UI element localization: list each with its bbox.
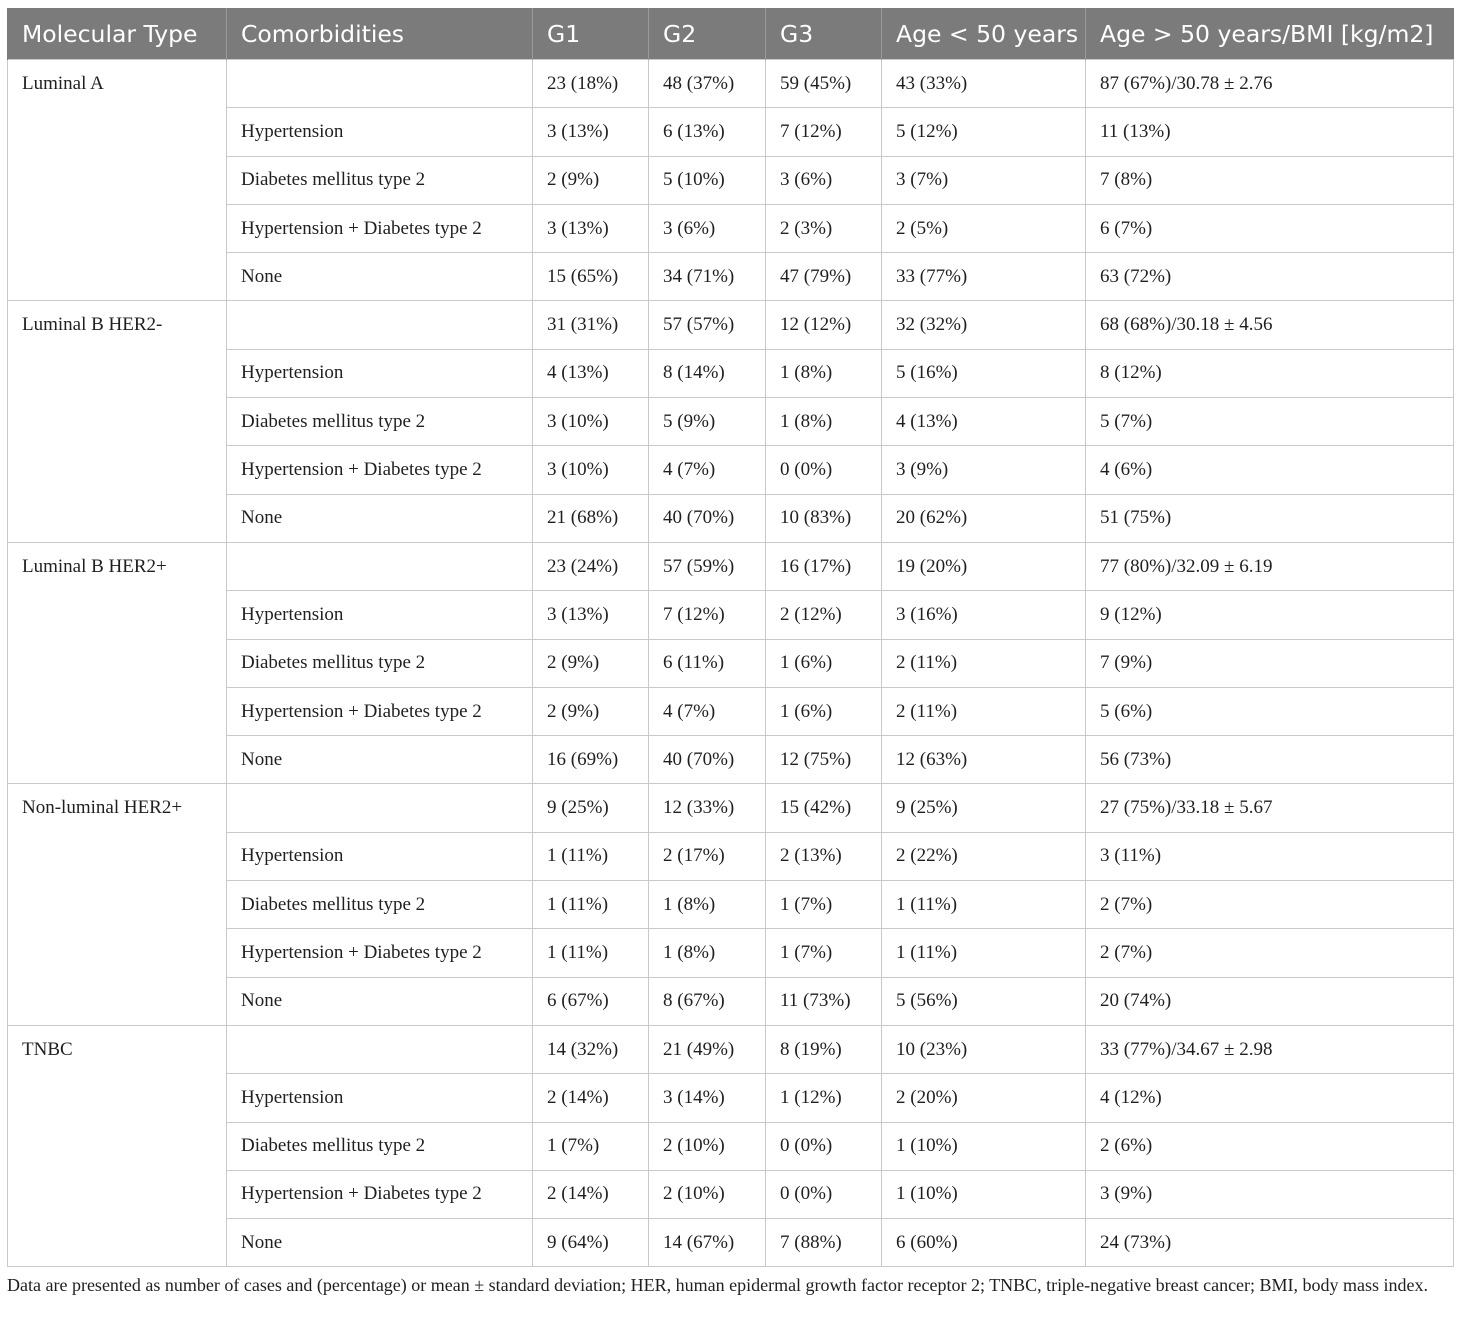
value-cell: 7 (12%) <box>649 591 766 639</box>
value-cell: 77 (80%)/32.09 ± 6.19 <box>1086 542 1454 590</box>
value-cell: 3 (6%) <box>649 204 766 252</box>
value-cell: 3 (9%) <box>882 446 1086 494</box>
value-cell: 21 (49%) <box>649 1025 766 1073</box>
comorbidity-cell <box>227 301 533 349</box>
value-cell: 40 (70%) <box>649 494 766 542</box>
header-molecular-type: Molecular Type <box>8 8 227 60</box>
value-cell: 5 (6%) <box>1086 687 1454 735</box>
value-cell: 5 (9%) <box>649 398 766 446</box>
comorbidity-cell: Diabetes mellitus type 2 <box>227 881 533 929</box>
comorbidity-cell: Hypertension <box>227 108 533 156</box>
value-cell: 3 (13%) <box>533 204 649 252</box>
value-cell: 1 (8%) <box>649 881 766 929</box>
value-cell: 31 (31%) <box>533 301 649 349</box>
value-cell: 2 (9%) <box>533 156 649 204</box>
value-cell: 0 (0%) <box>766 446 882 494</box>
value-cell: 15 (42%) <box>766 784 882 832</box>
value-cell: 57 (57%) <box>649 301 766 349</box>
value-cell: 23 (24%) <box>533 542 649 590</box>
header-age-under-50: Age < 50 years <box>882 8 1086 60</box>
value-cell: 5 (10%) <box>649 156 766 204</box>
value-cell: 3 (7%) <box>882 156 1086 204</box>
comorbidity-cell: Hypertension <box>227 349 533 397</box>
value-cell: 6 (7%) <box>1086 204 1454 252</box>
comorbidity-cell: Hypertension + Diabetes type 2 <box>227 1170 533 1218</box>
value-cell: 2 (7%) <box>1086 881 1454 929</box>
header-g2: G2 <box>649 8 766 60</box>
value-cell: 1 (6%) <box>766 687 882 735</box>
value-cell: 2 (10%) <box>649 1122 766 1170</box>
value-cell: 16 (69%) <box>533 736 649 784</box>
comorbidity-cell: Hypertension <box>227 832 533 880</box>
value-cell: 3 (9%) <box>1086 1170 1454 1218</box>
table-row <box>8 301 1454 349</box>
value-cell: 2 (20%) <box>882 1074 1086 1122</box>
value-cell: 1 (7%) <box>766 929 882 977</box>
value-cell: 1 (8%) <box>766 349 882 397</box>
comorbidity-cell: Hypertension <box>227 591 533 639</box>
value-cell: 9 (12%) <box>1086 591 1454 639</box>
comorbidity-cell: Hypertension + Diabetes type 2 <box>227 929 533 977</box>
value-cell: 56 (73%) <box>1086 736 1454 784</box>
value-cell: 3 (16%) <box>882 591 1086 639</box>
value-cell: 63 (72%) <box>1086 253 1454 301</box>
value-cell: 6 (60%) <box>882 1219 1086 1267</box>
table-row <box>8 542 1454 590</box>
molecular-type-cell: Luminal A <box>8 60 227 301</box>
value-cell: 4 (13%) <box>533 349 649 397</box>
value-cell: 1 (8%) <box>766 398 882 446</box>
value-cell: 2 (6%) <box>1086 1122 1454 1170</box>
comorbidity-cell <box>227 60 533 108</box>
comorbidity-cell: Hypertension + Diabetes type 2 <box>227 687 533 735</box>
value-cell: 9 (64%) <box>533 1219 649 1267</box>
comorbidity-cell <box>227 784 533 832</box>
table-header-row <box>8 8 1454 60</box>
value-cell: 1 (11%) <box>533 929 649 977</box>
value-cell: 11 (73%) <box>766 977 882 1025</box>
value-cell: 48 (37%) <box>649 60 766 108</box>
value-cell: 57 (59%) <box>649 542 766 590</box>
value-cell: 27 (75%)/33.18 ± 5.67 <box>1086 784 1454 832</box>
value-cell: 11 (13%) <box>1086 108 1454 156</box>
data-table-container <box>7 8 1453 1267</box>
value-cell: 40 (70%) <box>649 736 766 784</box>
value-cell: 10 (83%) <box>766 494 882 542</box>
value-cell: 5 (56%) <box>882 977 1086 1025</box>
table-row <box>8 1025 1454 1073</box>
comorbidity-cell <box>227 1025 533 1073</box>
comorbidity-cell: None <box>227 1219 533 1267</box>
value-cell: 1 (8%) <box>649 929 766 977</box>
value-cell: 8 (12%) <box>1086 349 1454 397</box>
value-cell: 2 (13%) <box>766 832 882 880</box>
value-cell: 20 (62%) <box>882 494 1086 542</box>
comorbidity-cell: None <box>227 977 533 1025</box>
value-cell: 9 (25%) <box>533 784 649 832</box>
value-cell: 14 (67%) <box>649 1219 766 1267</box>
comorbidity-cell: Hypertension + Diabetes type 2 <box>227 204 533 252</box>
value-cell: 3 (13%) <box>533 591 649 639</box>
value-cell: 2 (11%) <box>882 639 1086 687</box>
comorbidity-cell: None <box>227 494 533 542</box>
value-cell: 3 (10%) <box>533 446 649 494</box>
value-cell: 2 (9%) <box>533 639 649 687</box>
value-cell: 1 (10%) <box>882 1170 1086 1218</box>
value-cell: 10 (23%) <box>882 1025 1086 1073</box>
value-cell: 68 (68%)/30.18 ± 4.56 <box>1086 301 1454 349</box>
value-cell: 12 (75%) <box>766 736 882 784</box>
value-cell: 7 (88%) <box>766 1219 882 1267</box>
table-footnote: Data are presented as number of cases and (percentage) or mean ± standard deviation; HER, human epidermal growth factor receptor 2; TNBC, triple-negative breast cancer; BMI, body mass index. <box>7 1275 1429 1295</box>
value-cell: 1 (7%) <box>533 1122 649 1170</box>
comorbidity-cell: Hypertension <box>227 1074 533 1122</box>
comorbidities-table <box>7 8 1454 1267</box>
value-cell: 3 (6%) <box>766 156 882 204</box>
table-row <box>8 60 1454 108</box>
value-cell: 15 (65%) <box>533 253 649 301</box>
value-cell: 51 (75%) <box>1086 494 1454 542</box>
value-cell: 2 (14%) <box>533 1170 649 1218</box>
comorbidity-cell: None <box>227 253 533 301</box>
value-cell: 1 (11%) <box>882 881 1086 929</box>
value-cell: 2 (7%) <box>1086 929 1454 977</box>
comorbidity-cell: Hypertension + Diabetes type 2 <box>227 446 533 494</box>
value-cell: 3 (10%) <box>533 398 649 446</box>
header-age-over-50-bmi: Age > 50 years/BMI [kg/m2] <box>1086 8 1454 60</box>
value-cell: 2 (9%) <box>533 687 649 735</box>
table-body <box>8 60 1454 1267</box>
value-cell: 2 (3%) <box>766 204 882 252</box>
value-cell: 2 (12%) <box>766 591 882 639</box>
value-cell: 1 (11%) <box>882 929 1086 977</box>
value-cell: 12 (12%) <box>766 301 882 349</box>
value-cell: 4 (6%) <box>1086 446 1454 494</box>
value-cell: 8 (14%) <box>649 349 766 397</box>
value-cell: 59 (45%) <box>766 60 882 108</box>
value-cell: 2 (11%) <box>882 687 1086 735</box>
value-cell: 33 (77%)/34.67 ± 2.98 <box>1086 1025 1454 1073</box>
value-cell: 1 (11%) <box>533 832 649 880</box>
value-cell: 1 (6%) <box>766 639 882 687</box>
value-cell: 1 (12%) <box>766 1074 882 1122</box>
value-cell: 4 (7%) <box>649 687 766 735</box>
value-cell: 2 (5%) <box>882 204 1086 252</box>
value-cell: 5 (16%) <box>882 349 1086 397</box>
comorbidity-cell <box>227 542 533 590</box>
value-cell: 34 (71%) <box>649 253 766 301</box>
header-g1: G1 <box>533 8 649 60</box>
value-cell: 12 (63%) <box>882 736 1086 784</box>
value-cell: 0 (0%) <box>766 1122 882 1170</box>
value-cell: 6 (67%) <box>533 977 649 1025</box>
value-cell: 7 (12%) <box>766 108 882 156</box>
value-cell: 20 (74%) <box>1086 977 1454 1025</box>
molecular-type-cell: TNBC <box>8 1025 227 1266</box>
value-cell: 9 (25%) <box>882 784 1086 832</box>
value-cell: 23 (18%) <box>533 60 649 108</box>
value-cell: 19 (20%) <box>882 542 1086 590</box>
comorbidity-cell: Diabetes mellitus type 2 <box>227 639 533 687</box>
molecular-type-cell: Luminal B HER2+ <box>8 542 227 783</box>
value-cell: 2 (22%) <box>882 832 1086 880</box>
value-cell: 21 (68%) <box>533 494 649 542</box>
value-cell: 0 (0%) <box>766 1170 882 1218</box>
value-cell: 43 (33%) <box>882 60 1086 108</box>
value-cell: 1 (10%) <box>882 1122 1086 1170</box>
value-cell: 32 (32%) <box>882 301 1086 349</box>
value-cell: 3 (13%) <box>533 108 649 156</box>
value-cell: 8 (19%) <box>766 1025 882 1073</box>
value-cell: 2 (10%) <box>649 1170 766 1218</box>
value-cell: 16 (17%) <box>766 542 882 590</box>
comorbidity-cell: Diabetes mellitus type 2 <box>227 156 533 204</box>
value-cell: 3 (11%) <box>1086 832 1454 880</box>
value-cell: 4 (13%) <box>882 398 1086 446</box>
value-cell: 1 (7%) <box>766 881 882 929</box>
value-cell: 6 (11%) <box>649 639 766 687</box>
value-cell: 4 (12%) <box>1086 1074 1454 1122</box>
value-cell: 87 (67%)/30.78 ± 2.76 <box>1086 60 1454 108</box>
value-cell: 2 (17%) <box>649 832 766 880</box>
value-cell: 3 (14%) <box>649 1074 766 1122</box>
value-cell: 33 (77%) <box>882 253 1086 301</box>
value-cell: 1 (11%) <box>533 881 649 929</box>
value-cell: 12 (33%) <box>649 784 766 832</box>
value-cell: 24 (73%) <box>1086 1219 1454 1267</box>
value-cell: 4 (7%) <box>649 446 766 494</box>
comorbidity-cell: Diabetes mellitus type 2 <box>227 398 533 446</box>
value-cell: 14 (32%) <box>533 1025 649 1073</box>
value-cell: 7 (9%) <box>1086 639 1454 687</box>
value-cell: 5 (12%) <box>882 108 1086 156</box>
value-cell: 47 (79%) <box>766 253 882 301</box>
comorbidity-cell: None <box>227 736 533 784</box>
header-g3: G3 <box>766 8 882 60</box>
value-cell: 8 (67%) <box>649 977 766 1025</box>
value-cell: 7 (8%) <box>1086 156 1454 204</box>
comorbidity-cell: Diabetes mellitus type 2 <box>227 1122 533 1170</box>
header-comorbidities: Comorbidities <box>227 8 533 60</box>
table-row <box>8 784 1454 832</box>
value-cell: 2 (14%) <box>533 1074 649 1122</box>
molecular-type-cell: Luminal B HER2- <box>8 301 227 542</box>
value-cell: 6 (13%) <box>649 108 766 156</box>
molecular-type-cell: Non-luminal HER2+ <box>8 784 227 1025</box>
value-cell: 5 (7%) <box>1086 398 1454 446</box>
